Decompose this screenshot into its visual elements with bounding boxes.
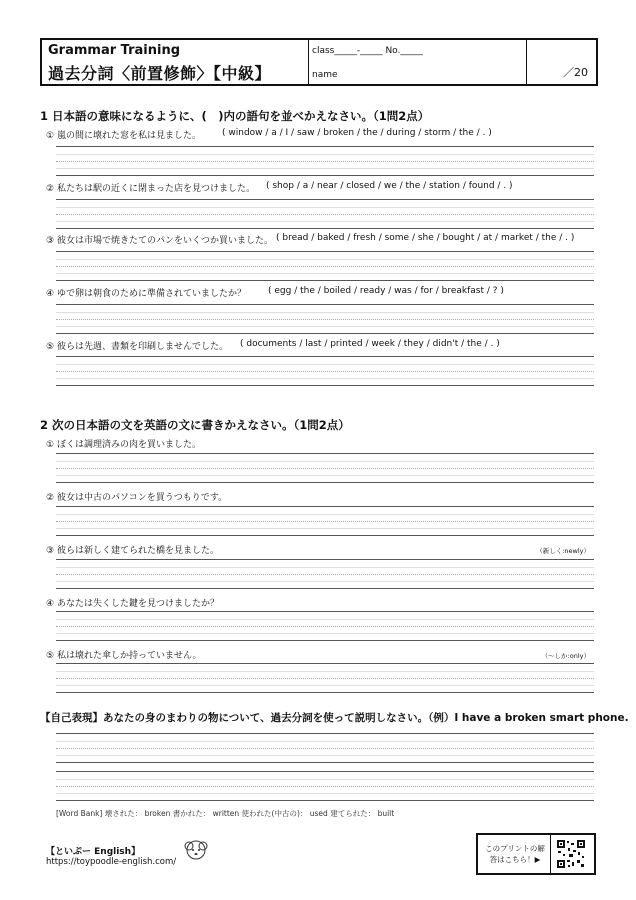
question-number: ⑤ [46, 342, 55, 352]
title-english: Grammar Training [48, 43, 181, 58]
answer-link-box[interactable] [476, 833, 596, 875]
question-japanese: 彼女は市場で焼きたてのパンをいくつか買いました。 [56, 236, 273, 246]
section2-heading: 2 次の日本語の文を英語の文に書きかえなさい。（1問2点） [40, 418, 350, 432]
s1-q2 [46, 181, 255, 194]
title-japanese: 過去分詞〈前置修飾〉【中級】 [48, 64, 272, 83]
question-number: ③ [46, 236, 55, 246]
answer-lines[interactable] [56, 559, 594, 589]
answer-link-text[interactable]: このプリントの解答はこちら！▶ [485, 844, 545, 864]
question-japanese: 彼らは新しく建てられた橋を見ました。 [56, 546, 219, 556]
question-number: ④ [46, 599, 55, 609]
question-number: ② [46, 493, 55, 503]
hint-text: （新しく:newly） [536, 547, 590, 555]
header-box [40, 38, 598, 86]
s1-q3 [46, 233, 273, 246]
question-number: ③ [46, 546, 55, 556]
answer-lines[interactable] [56, 506, 594, 536]
question-number: ⑤ [46, 651, 55, 661]
question-japanese: 彼らは先週、書類を印刷しませんでした。 [56, 342, 228, 352]
question-japanese: ゆで卵は朝食のために準備されていましたか？ [56, 289, 246, 299]
question-japanese: ぼくは調理済みの肉を買いました。 [56, 440, 201, 450]
score-total: ／20 [563, 66, 588, 79]
site-url[interactable]: https://toypoodle-english.com/ [46, 857, 177, 867]
self-expression-heading: 【自己表現】あなたの身のまわりの物について、過去分詞を使って説明しなさい。（例）I have a broken smart phone. [40, 712, 629, 724]
s1-q4 [46, 286, 246, 299]
s2-q1 [46, 437, 201, 450]
class-number-label: class_____-_____ No._____ [312, 46, 423, 56]
s2-q5 [46, 648, 202, 661]
question-japanese: 私は壊れた傘しか持っていません。 [56, 651, 202, 661]
question-number: ① [46, 440, 55, 450]
question-number: ④ [46, 289, 55, 299]
question-number: ② [46, 184, 55, 194]
question-japanese: 彼女は中古のパソコンを買うつもりです。 [56, 493, 228, 503]
poodle-logo-icon [182, 836, 210, 864]
s1-q5-words: ( documents / last / printed / week / they / didn't / the / . ) [240, 339, 500, 349]
s2-q3 [46, 543, 219, 556]
brand-name: 【といぷー English】 [46, 847, 141, 857]
word-bank: [Word Bank] 壊された： broken 書かれた： written 使われた(中古の)： used 建てられた： built [56, 809, 395, 818]
class-name-cell [308, 40, 527, 84]
s2-q2 [46, 490, 227, 503]
answer-lines[interactable] [56, 251, 594, 281]
s1-q4-words: ( egg / the / boiled / ready / was / for / breakfast / ? ) [268, 286, 504, 296]
answer-lines[interactable] [56, 611, 594, 641]
section1-heading: 1 日本語の意味になるように、( )内の語句を並べかえなさい。（1問2点） [40, 109, 430, 123]
question-japanese: 私たちは駅の近くに閉まった店を見つけました。 [56, 184, 255, 194]
answer-lines[interactable] [56, 304, 594, 334]
answer-lines[interactable] [56, 771, 594, 801]
qr-code-icon[interactable] [556, 839, 586, 869]
score-cell [526, 40, 596, 84]
s1-q5 [46, 339, 228, 352]
s2-q4 [46, 596, 219, 609]
question-japanese: あなたは失くした鍵を見つけましたか？ [56, 599, 219, 609]
answer-lines[interactable] [56, 199, 594, 229]
s1-q1 [46, 128, 201, 141]
answer-lines[interactable] [56, 356, 594, 386]
s1-q2-words: ( shop / a / near / closed / we / the / station / found / . ) [266, 181, 513, 191]
answer-lines[interactable] [56, 663, 594, 693]
s1-q3-words: ( bread / baked / fresh / some / she / bought / at / market / the / . ) [276, 233, 575, 243]
answer-lines[interactable] [56, 146, 594, 176]
answer-lines[interactable] [56, 453, 594, 483]
question-number: ① [46, 131, 55, 141]
answer-lines[interactable] [56, 733, 594, 763]
title-cell [42, 40, 309, 84]
question-japanese: 嵐の間に壊れた窓を私は見ました。 [56, 131, 201, 141]
s1-q1-words: ( window / a / I / saw / broken / the / during / storm / the / . ) [222, 128, 492, 138]
hint-text: （～しか:only） [541, 652, 590, 660]
name-label: name [312, 70, 338, 80]
